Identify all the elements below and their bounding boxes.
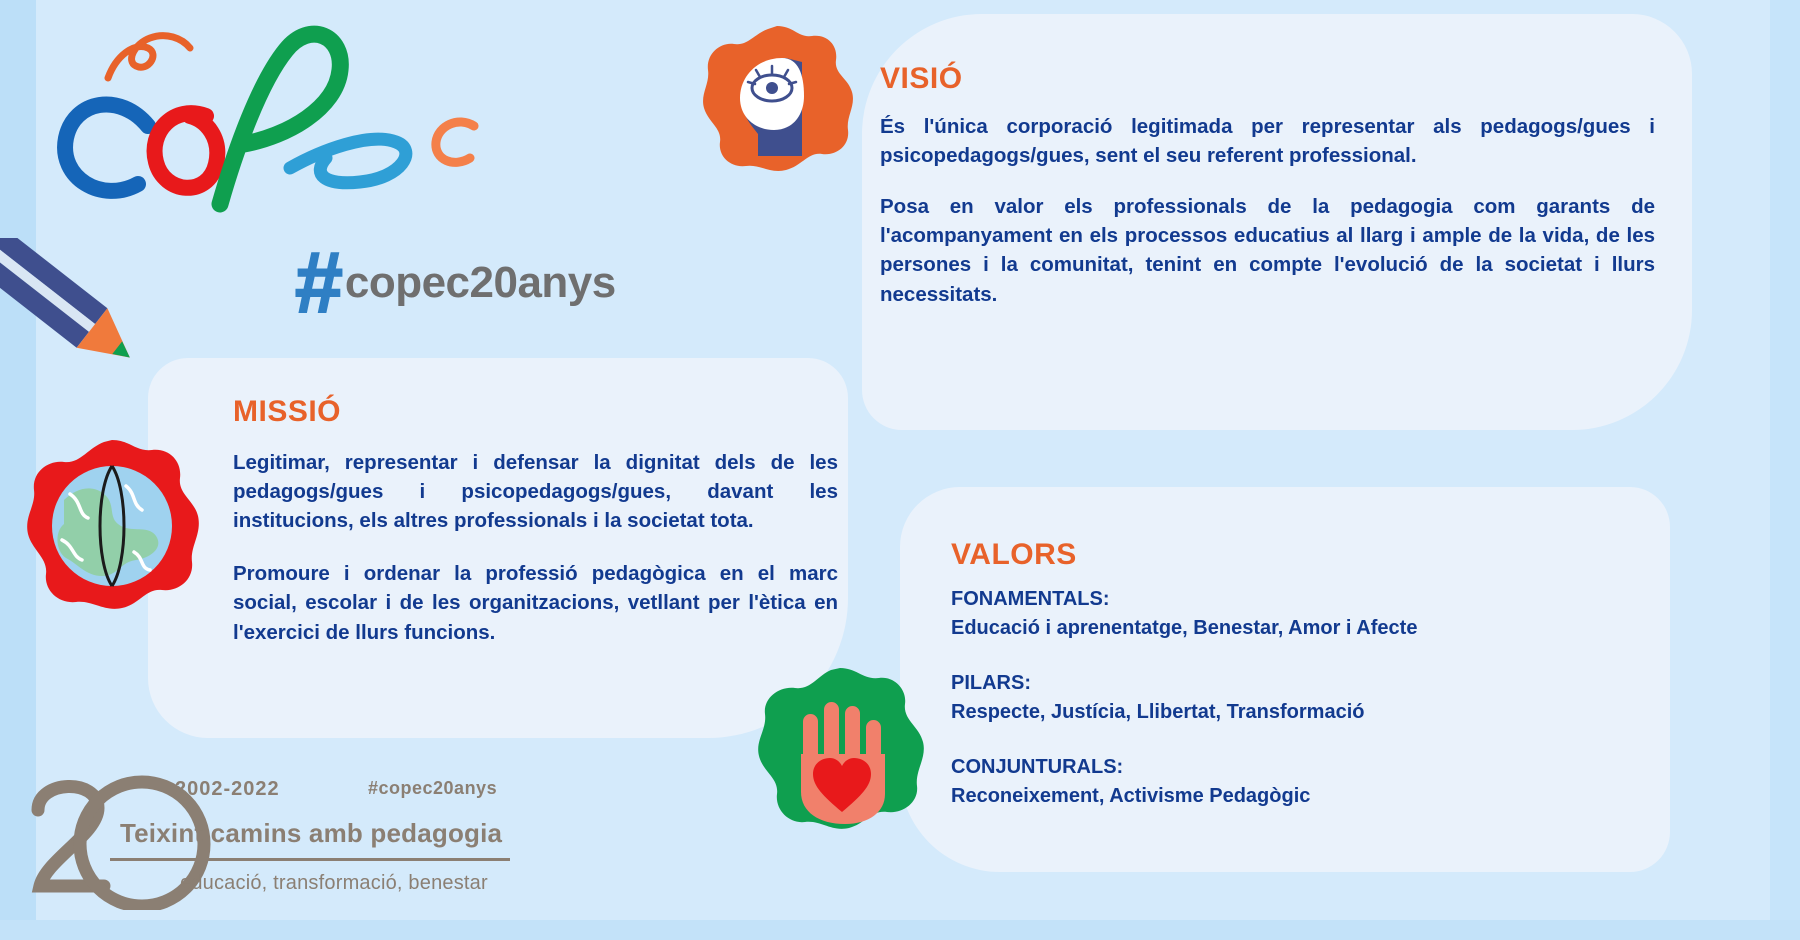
values-group-fonamentals xyxy=(951,585,1631,643)
mission-paragraph-1: Legitimar, representar i defensar la dignitat dels de les pedagogs/gues i psicopedagogs/gues, davant les institucions, els altres professionals i la societat tota. xyxy=(233,451,838,533)
mission-paragraph-2: Promoure i ordenar la professió pedagògica en el marc social, escolar i de les organitzacions, vetllant per l'ètica en l'exercici de llurs funcions. xyxy=(233,562,838,644)
vision-text xyxy=(880,112,1655,309)
brain-head-icon xyxy=(690,22,865,197)
background-bottom-band xyxy=(0,920,1800,940)
values-group-items: Educació i aprenentatge, Benestar, Amor i Afecte xyxy=(951,617,1418,639)
background-right-band xyxy=(1770,0,1800,940)
values-heading: VALORS xyxy=(951,538,1077,571)
copec-logo xyxy=(30,8,550,218)
values-group-items: Respecte, Justícia, Llibertat, Transformació xyxy=(951,701,1365,723)
mission-text xyxy=(233,448,838,647)
vision-heading: VISIÓ xyxy=(880,62,963,95)
values-text xyxy=(951,585,1631,811)
anniversary-hashtag: #copec20anys xyxy=(368,778,498,798)
values-group-pilars xyxy=(951,669,1631,727)
values-group-label: CONJUNTURALS: xyxy=(951,756,1124,778)
hashtag-label: copec20anys xyxy=(344,258,616,307)
vision-paragraph-1: És l'única corporació legitimada per representar als pedagogs/gues i psicopedagogs/gues, sent el seu referent professional. xyxy=(880,115,1655,168)
values-group-items: Reconeixement, Activisme Pedagògic xyxy=(951,785,1311,807)
hand-heart-icon xyxy=(745,662,935,857)
hash-icon: # xyxy=(295,235,339,331)
values-group-conjunturals xyxy=(951,753,1631,811)
anniversary-divider xyxy=(110,858,510,861)
anniversary-years: 2002-2022 xyxy=(175,778,280,800)
values-group-label: PILARS: xyxy=(951,672,1031,694)
anniversary-claim: Teixint camins amb pedagogia xyxy=(120,818,503,848)
anniversary-subtitle: educació, transformació, benestar xyxy=(180,872,488,894)
hashtag-lockup xyxy=(295,235,616,331)
vision-paragraph-2: Posa en valor els professionals de la pedagogia com garants de l'acompanyament en els processos educatius al llarg i ample de la vida, de les persones i la comunitat, tenint en compte l'evolució de la societat i llurs necessitats. xyxy=(880,195,1655,306)
values-group-label: FONAMENTALS: xyxy=(951,588,1110,610)
globe-icon xyxy=(0,428,225,653)
mission-heading: MISSIÓ xyxy=(233,395,342,428)
pencil-icon xyxy=(0,238,202,438)
